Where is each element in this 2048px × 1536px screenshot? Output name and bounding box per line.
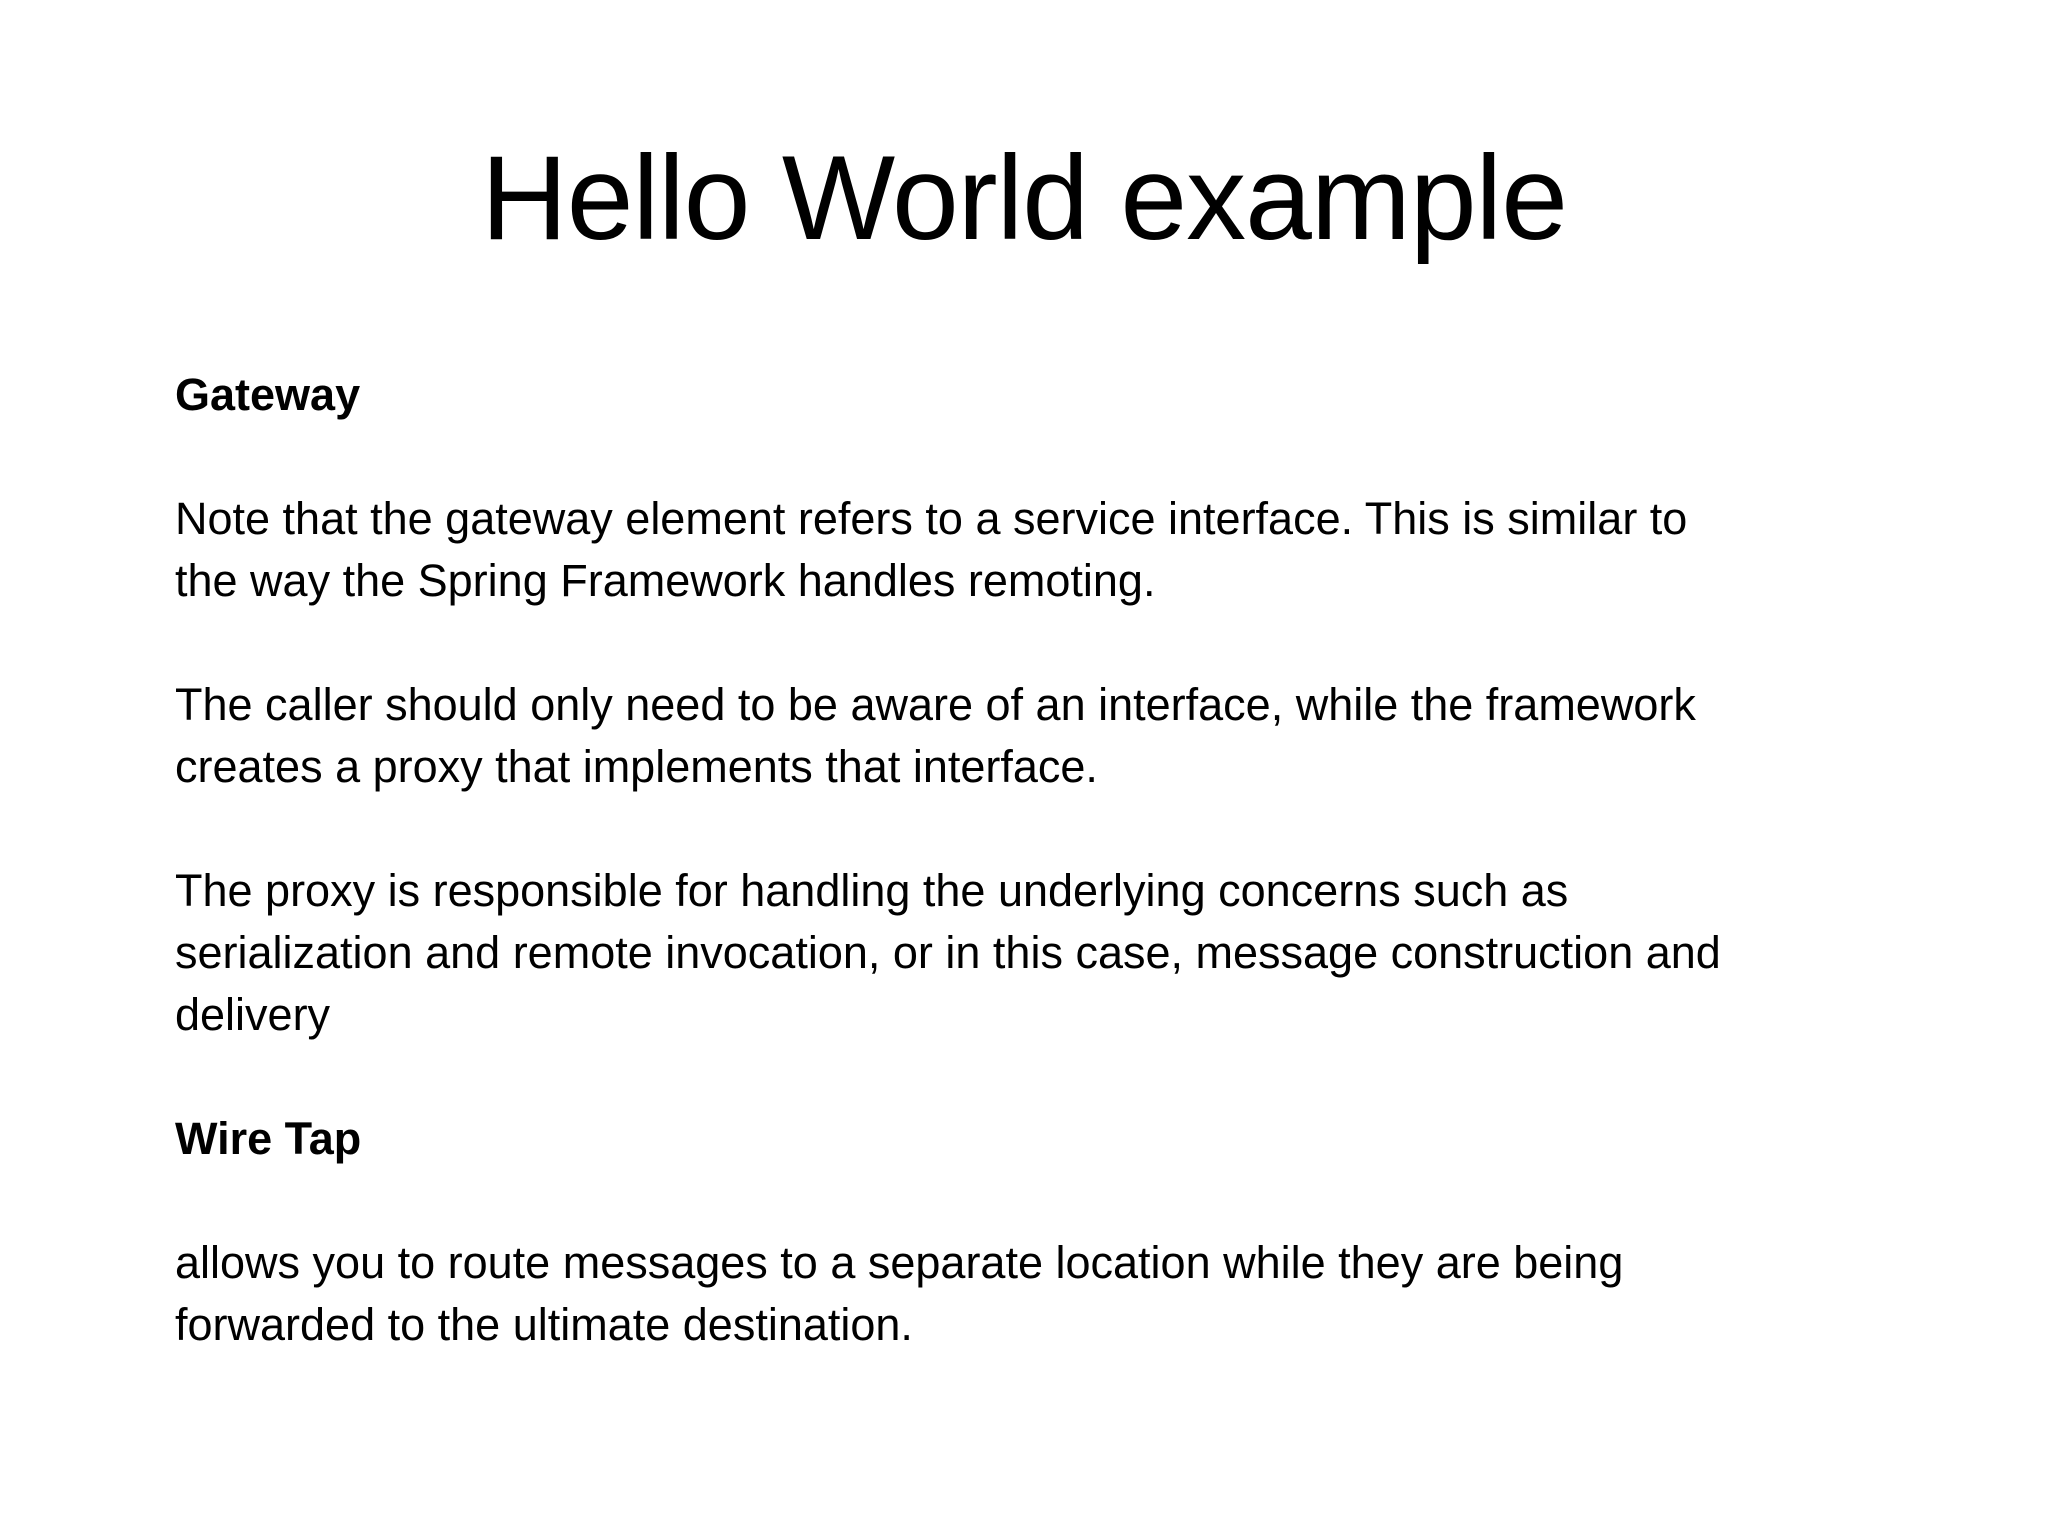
gateway-paragraph-3: The proxy is responsible for handling the underlying concerns such as serialization and remote invocation, or in this case, message construction and delivery: [175, 865, 1721, 1040]
wire-tap-paragraph-1: allows you to route messages to a separate location while they are being forwarded to the ultimate destination.: [175, 1237, 1624, 1350]
spacer: [175, 612, 1875, 674]
spacer: [175, 1170, 1875, 1232]
spacer: [175, 798, 1875, 860]
spacer: [175, 1046, 1875, 1108]
spacer: [175, 426, 1875, 488]
section-heading-wire-tap: Wire Tap: [175, 1113, 362, 1164]
gateway-paragraph-1: Note that the gateway element refers to a service interface. This is similar to the way the Spring Framework handles remoting.: [175, 493, 1688, 606]
gateway-paragraph-2: The caller should only need to be aware of an interface, while the framework creates a proxy that implements that interface.: [175, 679, 1696, 792]
slide-title: Hello World example: [481, 131, 1567, 265]
section-heading-gateway: Gateway: [175, 369, 361, 420]
slide-content: [175, 364, 1875, 1356]
